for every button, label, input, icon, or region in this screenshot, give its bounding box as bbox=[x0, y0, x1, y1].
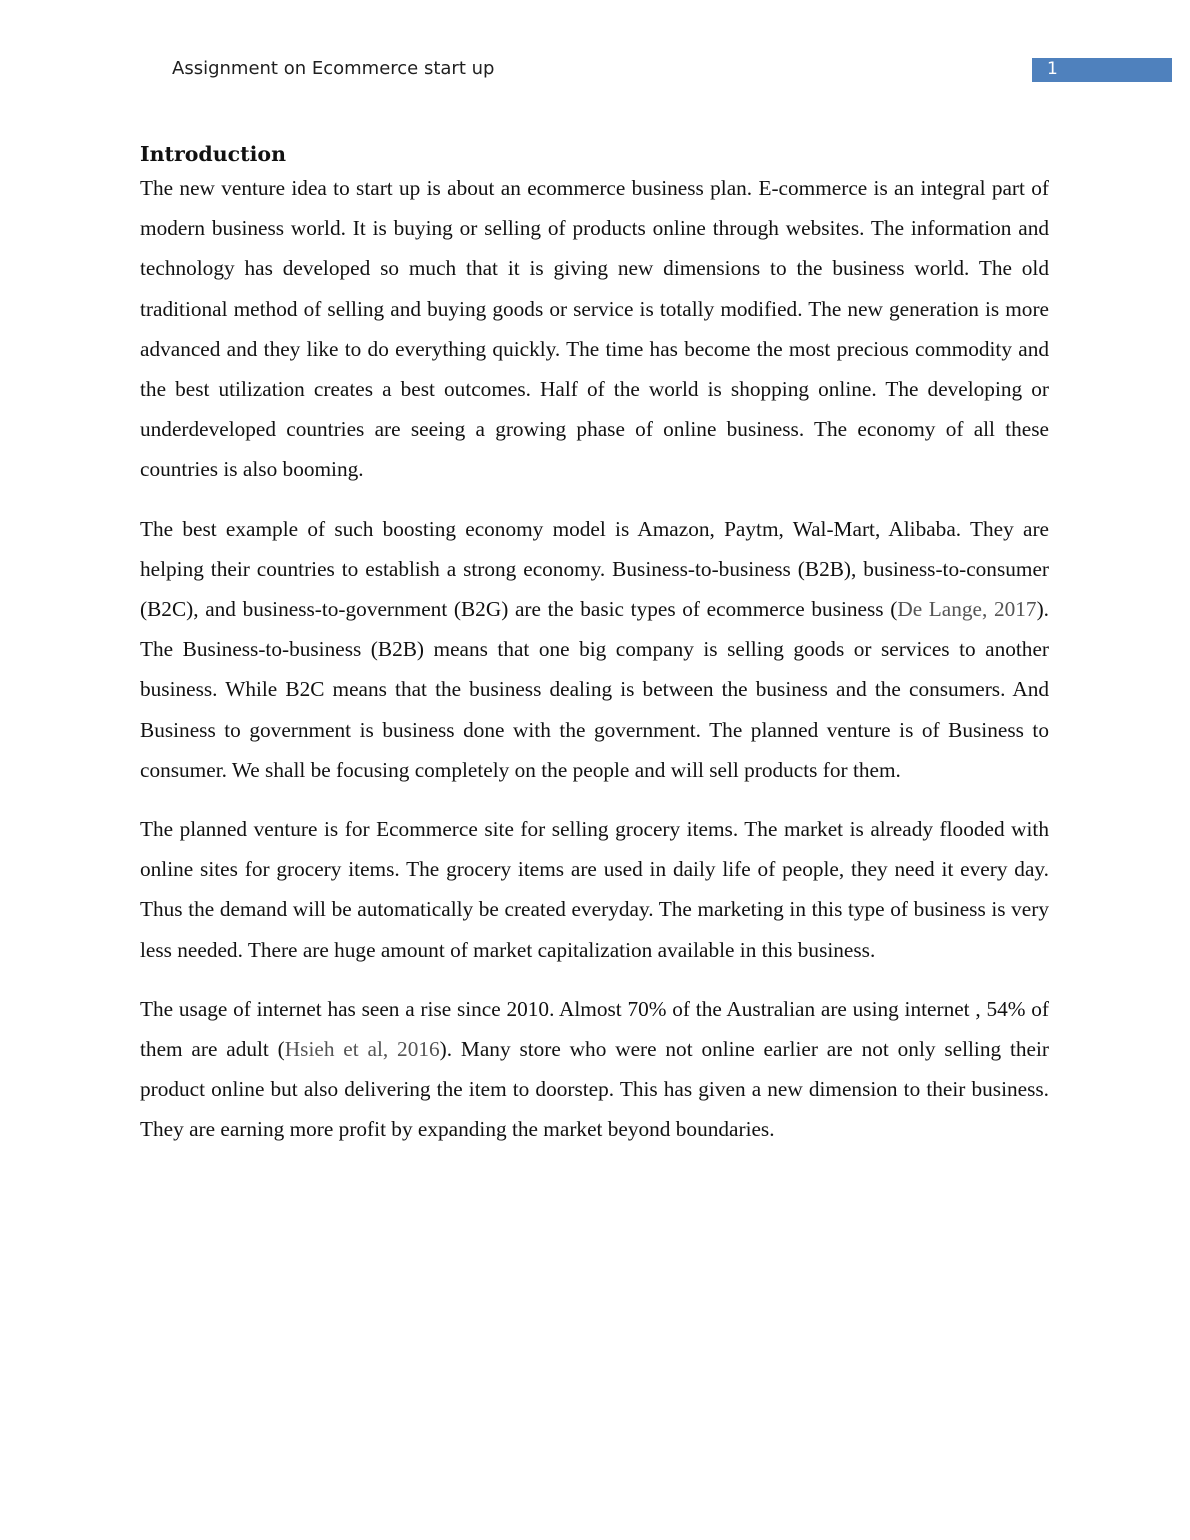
paragraph-3: The planned venture is for Ecommerce site for selling grocery items. The market is already flooded with online sites for grocery items. The grocery items are used in daily life of people, they need it every day. Thus the demand will be automatically be created everyday. The marketing in this type of business is very less needed. There are huge amount of market capitalization available in this business. bbox=[140, 817, 1049, 962]
paragraph-2-text-b: ). The Business-to-business (B2B) means that one big company is selling goods or services to another business. While B2C means that the business dealing is between the business and the consumers. And Business to government is business done with the government. The planned venture is of Business to consumer. We shall be focusing completely on the people and will sell products for them. bbox=[140, 597, 1049, 782]
page-number-box bbox=[1032, 58, 1172, 82]
paragraph-4-text-a: The usage of internet has seen a rise since 2010. Almost 70% of the Australian are using internet , 54% of them are adult ( bbox=[140, 996, 1049, 1062]
citation-de-lange: De Lange, 2017 bbox=[897, 597, 1037, 622]
paragraph-4-text-b: ). Many store who were not online earlier are not only selling their product online but also delivering the item to doorstep. This has given a new dimension to their business. They are earning more profit by expanding the market beyond boundaries. bbox=[140, 1037, 1049, 1142]
citation-hsieh: Hsieh et al, 2016 bbox=[284, 1037, 440, 1062]
page-number: 1 bbox=[1047, 59, 1058, 79]
paragraph-1: The new venture idea to start up is about an ecommerce business plan. E-commerce is an integral part of modern business world. It is buying or selling of products online through websites. The information and technology has developed so much that it is giving new dimensions to the business world. The old traditional method of selling and buying goods or service is totally modified. The new generation is more advanced and they like to do everything quickly. The time has become the most precious commodity and the best utilization creates a best outcomes. Half of the world is shopping online. The developing or underdeveloped countries are seeing a growing phase of online business. The economy of all these countries is also booming. bbox=[140, 176, 1049, 482]
paragraph-4 bbox=[140, 989, 1049, 1150]
section-heading: Introduction bbox=[140, 142, 286, 166]
document-body bbox=[140, 140, 1049, 1169]
header-title: Assignment on Ecommerce start up bbox=[172, 58, 495, 79]
paragraph-2 bbox=[140, 509, 1049, 790]
paragraph-2-text-a: The best example of such boosting economy model is Amazon, Paytm, Wal-Mart, Alibaba. They are helping their countries to establish a strong economy. Business-to-business (B2B), business-to-consumer (B2C), and business-to-government (B2G) are the basic types of ecommerce business ( bbox=[140, 516, 1049, 622]
